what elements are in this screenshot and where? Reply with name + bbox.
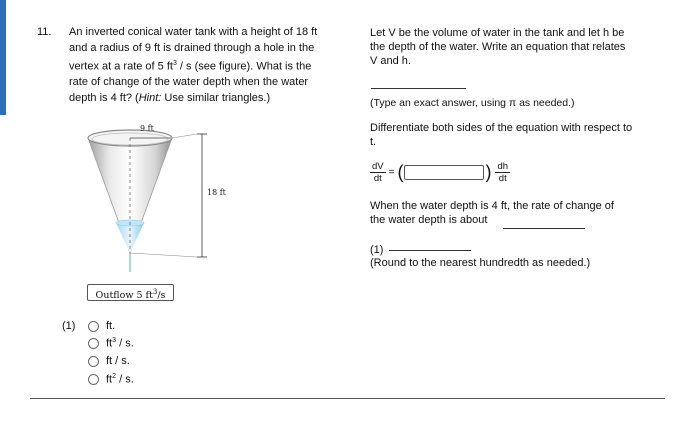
answer-unit-label: (1)	[62, 320, 76, 332]
bottom-divider	[30, 398, 665, 399]
round-note: (Round to the nearest hundredth as needed.)	[370, 257, 591, 269]
question-text	[69, 25, 354, 107]
question-line: rate of change of the water depth when the water	[69, 76, 309, 89]
unit-option-ft-per-s[interactable]: ft / s.	[88, 355, 130, 367]
radio-button[interactable]	[88, 338, 99, 349]
rate-question: When the water depth is 4 ft, the rate of change of the water depth is about	[370, 200, 614, 226]
question-line: depth is 4 ft? (Hint: Use similar triangles.)	[69, 92, 271, 105]
question-line: vertex at a rate of 5 $ft^3$ / s (see figure). What is the	[69, 60, 312, 73]
hint-label: Hint:	[138, 92, 162, 105]
derivative-answer-box[interactable]	[404, 165, 484, 180]
rate-answer-row: (1)	[370, 243, 471, 257]
unit-option-ft3-per-s[interactable]: $ft^3$ / s.	[88, 337, 134, 350]
differentiate-instructions: Differentiate both sides of the equation with respect to t.	[370, 122, 633, 148]
unit-option-ft2-per-s[interactable]: $ft^2$ / s.	[88, 373, 134, 386]
derivative-equation: $\frac{dV}{dt}$ = ( ) $\frac{dh}{dt}$	[372, 160, 509, 184]
question-line: An inverted conical water tank with a height of 18 ft	[69, 26, 318, 38]
unit-option-ft[interactable]: ft.	[88, 320, 115, 332]
relation-instructions: Let V be the volume of water in the tank and let h be the depth of the water. Write an equation that relates V and h.	[370, 27, 626, 67]
height-label: 18 ft	[207, 188, 226, 197]
outflow-label: Outflow 5 $ft^3/s$	[87, 284, 174, 301]
radio-button[interactable]	[88, 356, 99, 367]
left-accent-bar	[0, 0, 6, 115]
question-number: 11.	[37, 26, 52, 38]
exact-answer-note: (Type an exact answer, using π as needed.)	[370, 97, 575, 109]
rate-answer-blank[interactable]	[503, 228, 585, 229]
radio-button[interactable]	[88, 374, 99, 385]
dh-dt-fraction: $\frac{dh}{dt}$	[497, 160, 509, 184]
question-line: and a radius of 9 ft is drained through a hole in the	[69, 41, 315, 54]
rate-unit-blank[interactable]	[389, 250, 471, 251]
cone-tank-figure	[85, 120, 235, 280]
dV-dt-fraction: $\frac{dV}{dt}$	[372, 160, 384, 184]
radio-button[interactable]	[88, 321, 99, 332]
radius-label: 9 ft	[140, 124, 154, 133]
equation-answer-blank[interactable]	[371, 88, 466, 89]
